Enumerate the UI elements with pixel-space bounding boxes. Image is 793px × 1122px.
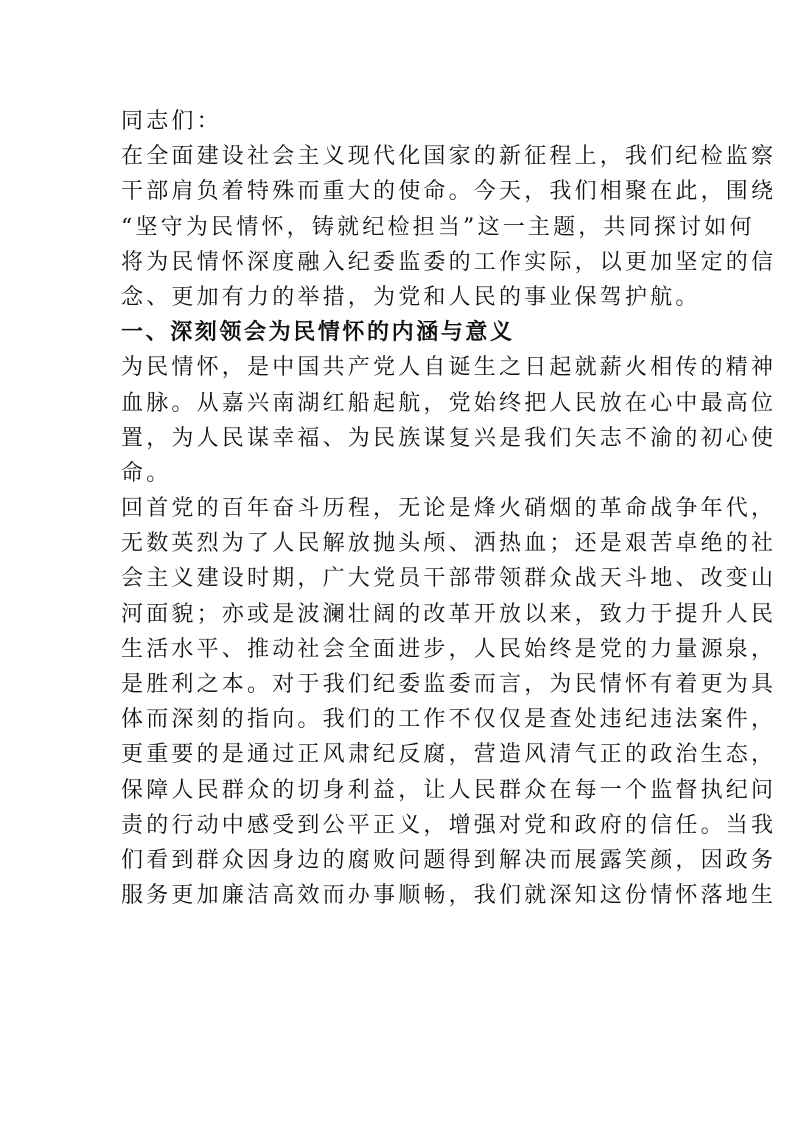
paragraph-line: 血脉。从嘉兴南湖红船起航，党始终把人民放在心中最高位	[121, 390, 777, 416]
paragraph-line: 生活水平、推动社会全面进步，人民始终是党的力量源泉，	[121, 636, 777, 662]
section-heading: 一、深刻领会为民情怀的内涵与意义	[121, 320, 515, 346]
salutation: 同志们：	[121, 109, 222, 134]
paragraph-line: 干部肩负着特殊而重大的使命。今天，我们相聚在此，围绕	[121, 179, 777, 205]
paragraph-line: 服务更加廉洁高效而办事顺畅，我们就深知这份情怀落地生	[121, 883, 777, 909]
section1-paragraph-2	[121, 491, 777, 913]
paragraph-line: 置，为人民谋幸福、为民族谋复兴是我们矢志不渝的初心使	[121, 425, 777, 451]
document-page	[121, 104, 777, 913]
paragraph-line: 河面貌；亦或是波澜壮阔的改革开放以来，致力于提升人民	[121, 601, 777, 627]
paragraph-line: 为民情怀，是中国共产党人自诞生之日起就薪火相传的精神	[121, 355, 777, 381]
paragraph-line: 更重要的是通过正风肃纪反腐，营造风清气正的政治生态，	[121, 742, 777, 768]
paragraph-line: 念、更加有力的举措，为党和人民的事业保驾护航。	[121, 284, 701, 310]
paragraph-line: 会主义建设时期，广大党员干部带领群众战天斗地、改变山	[121, 566, 777, 592]
paragraph-line: 体而深刻的指向。我们的工作不仅仅是查处违纪违法案件，	[121, 707, 777, 733]
paragraph-line: “坚守为民情怀，铸就纪检担当”这一主题，共同探讨如何	[121, 214, 755, 240]
section1-paragraph-1	[121, 350, 777, 491]
intro-paragraph	[121, 139, 777, 315]
paragraph-line: 命。	[121, 460, 172, 486]
paragraph-line: 回首党的百年奋斗历程，无论是烽火硝烟的革命战争年代，	[121, 496, 777, 522]
paragraph-line: 们看到群众因身边的腐败问题得到解决而展露笑颜，因政务	[121, 847, 777, 873]
paragraph-line: 保障人民群众的切身利益，让人民群众在每一个监督执纪问	[121, 777, 777, 803]
paragraph-line: 责的行动中感受到公平正义，增强对党和政府的信任。当我	[121, 812, 777, 838]
paragraph-line: 将为民情怀深度融入纪委监委的工作实际，以更加坚定的信	[121, 249, 777, 275]
paragraph-line: 是胜利之本。对于我们纪委监委而言，为民情怀有着更为具	[121, 672, 777, 697]
paragraph-line: 无数英烈为了人民解放抛头颅、洒热血；还是艰苦卓绝的社	[121, 531, 777, 557]
paragraph-line: 在全面建设社会主义现代化国家的新征程上，我们纪检监察	[121, 144, 777, 170]
